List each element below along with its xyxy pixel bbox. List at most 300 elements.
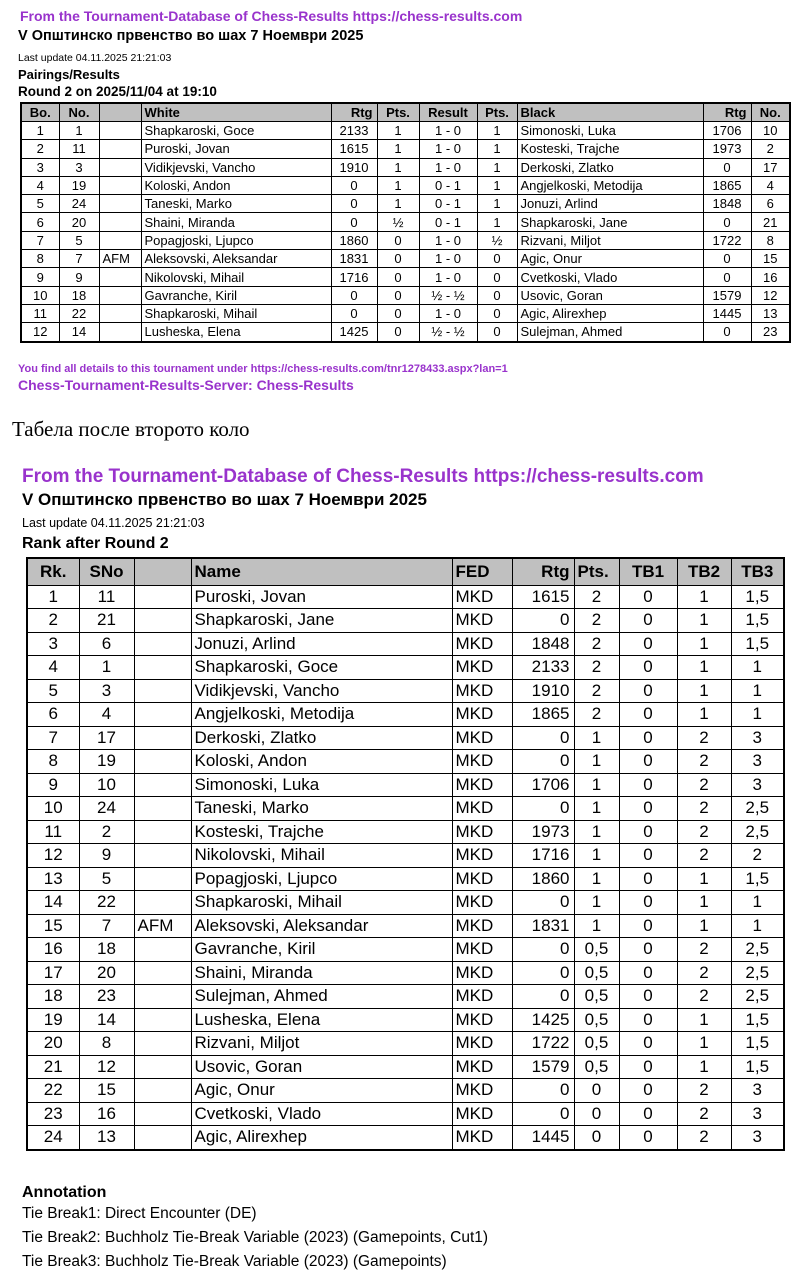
cell: 17 <box>79 726 134 750</box>
table-row <box>27 750 784 774</box>
cell: Aleksovski, Aleksandar <box>141 250 331 268</box>
cell: ½ - ½ <box>419 286 477 304</box>
cell: 8 <box>79 1032 134 1056</box>
table-row <box>27 985 784 1009</box>
cell: MKD <box>452 914 512 938</box>
cell: 2133 <box>331 122 377 140</box>
table-row <box>21 268 790 286</box>
cell: Angjelkoski, Metodija <box>517 176 703 194</box>
cell: 7 <box>21 231 59 249</box>
cell: MKD <box>452 703 512 727</box>
cell: 2 <box>677 844 731 868</box>
cell <box>99 140 141 158</box>
cell: Popagjoski, Ljupco <box>191 867 452 891</box>
cell: 0 <box>331 213 377 231</box>
cell <box>134 750 191 774</box>
cell <box>134 867 191 891</box>
cell: 5 <box>79 867 134 891</box>
cell: 1,5 <box>731 609 784 633</box>
cell: 0 <box>512 961 574 985</box>
annotation-heading: Annotation <box>22 1183 107 1201</box>
col-header-result: Result <box>419 103 477 122</box>
cell: MKD <box>452 632 512 656</box>
cell: AFM <box>99 250 141 268</box>
cell: 0 <box>619 867 677 891</box>
cell: 1848 <box>512 632 574 656</box>
cell: 16 <box>751 268 790 286</box>
cell: 1,5 <box>731 1055 784 1079</box>
cell: 18 <box>79 938 134 962</box>
cell <box>134 961 191 985</box>
cell: MKD <box>452 656 512 680</box>
source-link-line[interactable]: From the Tournament-Database of Chess-Results https://chess-results.com <box>20 8 523 24</box>
cell: Gavranche, Kiril <box>141 286 331 304</box>
cell: 0,5 <box>574 1008 619 1032</box>
cell: 1 <box>731 679 784 703</box>
cell <box>134 773 191 797</box>
cell: 1 <box>677 679 731 703</box>
cell: 0 <box>477 286 517 304</box>
cell: 2 <box>79 820 134 844</box>
cell: 7 <box>27 726 79 750</box>
source-link-line-2[interactable]: From the Tournament-Database of Chess-Results https://chess-results.com <box>22 465 704 487</box>
cell: 17 <box>751 158 790 176</box>
cell <box>134 679 191 703</box>
table-row <box>21 140 790 158</box>
cell: Usovic, Goran <box>191 1055 452 1079</box>
col-header-sno: SNo <box>79 558 134 586</box>
cell: 9 <box>79 844 134 868</box>
cell: 7 <box>59 250 99 268</box>
cell: 1579 <box>512 1055 574 1079</box>
cell <box>134 656 191 680</box>
cell: 16 <box>27 938 79 962</box>
cell <box>134 891 191 915</box>
cell: Nikolovski, Mihail <box>191 844 452 868</box>
cell: 2,5 <box>731 797 784 821</box>
cell: Shaini, Miranda <box>141 213 331 231</box>
cell <box>99 268 141 286</box>
cell: 5 <box>21 195 59 213</box>
cell: 0 <box>512 609 574 633</box>
cell: 23 <box>27 1102 79 1126</box>
cell: 1 <box>377 158 419 176</box>
cell: Cvetkoski, Vlado <box>517 268 703 286</box>
cell: 0 <box>703 213 751 231</box>
cell: 2 <box>574 656 619 680</box>
cell: 22 <box>79 891 134 915</box>
cell: 0,5 <box>574 985 619 1009</box>
cell: Vidikjevski, Vancho <box>191 679 452 703</box>
cell: 0 - 1 <box>419 213 477 231</box>
cell: 3 <box>79 679 134 703</box>
rank-heading: Rank after Round 2 <box>22 534 169 552</box>
cell <box>99 304 141 322</box>
cell: 1,5 <box>731 867 784 891</box>
table-row <box>27 1055 784 1079</box>
cell: 3 <box>731 1126 784 1150</box>
cell: 2,5 <box>731 820 784 844</box>
table-row <box>21 304 790 322</box>
cell: 0 <box>331 304 377 322</box>
cell: 11 <box>59 140 99 158</box>
cell: Gavranche, Kiril <box>191 938 452 962</box>
cell: 1831 <box>331 250 377 268</box>
cell: 18 <box>59 286 99 304</box>
cell <box>134 1008 191 1032</box>
cell: Cvetkoski, Vlado <box>191 1102 452 1126</box>
cell: 2 <box>677 726 731 750</box>
cell: Aleksovski, Aleksandar <box>191 914 452 938</box>
cell: 15 <box>79 1079 134 1103</box>
cell: 22 <box>27 1079 79 1103</box>
col-header-title-white <box>99 103 141 122</box>
header-row <box>27 558 784 586</box>
cell: 1 <box>79 656 134 680</box>
cell: Agic, Alirexhep <box>517 304 703 322</box>
cell: 1 - 0 <box>419 158 477 176</box>
cell: 3 <box>59 158 99 176</box>
table-row <box>27 773 784 797</box>
cell: 0 <box>377 231 419 249</box>
cell: 0 <box>512 891 574 915</box>
cell: Koloski, Andon <box>141 176 331 194</box>
cell: 0 <box>477 268 517 286</box>
cell <box>134 1079 191 1103</box>
cell: 0 <box>331 195 377 213</box>
cell: MKD <box>452 867 512 891</box>
cell: 5 <box>27 679 79 703</box>
cell: 1,5 <box>731 1032 784 1056</box>
cell <box>134 632 191 656</box>
table-row <box>27 726 784 750</box>
cell: 1865 <box>512 703 574 727</box>
cell: 0 <box>377 268 419 286</box>
cell: 0 <box>377 286 419 304</box>
cell: 17 <box>27 961 79 985</box>
cell <box>134 726 191 750</box>
cell: MKD <box>452 1102 512 1126</box>
cell: 2 <box>21 140 59 158</box>
cell: Taneski, Marko <box>141 195 331 213</box>
table-row <box>21 176 790 194</box>
cell: 0 <box>331 286 377 304</box>
cell: 9 <box>59 268 99 286</box>
cell: Simonoski, Luka <box>517 122 703 140</box>
cell: 1 <box>677 891 731 915</box>
cell <box>99 286 141 304</box>
cell: 1 <box>27 585 79 609</box>
cell: 1910 <box>512 679 574 703</box>
table-row <box>27 632 784 656</box>
cell: 1445 <box>703 304 751 322</box>
cell: 1,5 <box>731 585 784 609</box>
cell: 2133 <box>512 656 574 680</box>
cell: 10 <box>79 773 134 797</box>
cell: 0 <box>619 750 677 774</box>
col-header-no-black: No. <box>751 103 790 122</box>
cell: 1706 <box>512 773 574 797</box>
cell: Lusheska, Elena <box>141 323 331 342</box>
cell: 3 <box>21 158 59 176</box>
cell: 9 <box>27 773 79 797</box>
cell: 1 <box>574 914 619 938</box>
cell <box>134 609 191 633</box>
pairings-table <box>20 102 791 343</box>
last-update: Last update 04.11.2025 21:21:03 <box>18 52 172 64</box>
cell: 0 <box>512 726 574 750</box>
cell: MKD <box>452 1032 512 1056</box>
cell <box>134 703 191 727</box>
table-row <box>27 703 784 727</box>
cell: 0 <box>619 585 677 609</box>
cell: Puroski, Jovan <box>141 140 331 158</box>
table-row <box>27 1102 784 1126</box>
cell: 6 <box>21 213 59 231</box>
cell: 0,5 <box>574 1032 619 1056</box>
cell: 1716 <box>331 268 377 286</box>
cell: Jonuzi, Arlind <box>191 632 452 656</box>
cell: 1 <box>677 914 731 938</box>
cell: 0 <box>619 797 677 821</box>
cell: 18 <box>27 985 79 1009</box>
cell: MKD <box>452 773 512 797</box>
cell: Derkoski, Zlatko <box>191 726 452 750</box>
cell: 6 <box>27 703 79 727</box>
cell: 0 <box>619 844 677 868</box>
cell: 0 <box>619 679 677 703</box>
cell: 1425 <box>331 323 377 342</box>
cell: MKD <box>452 1126 512 1150</box>
cell: 1 <box>574 891 619 915</box>
cell: 0 <box>377 304 419 322</box>
cell <box>99 231 141 249</box>
cell: 0 <box>619 985 677 1009</box>
table-row <box>27 938 784 962</box>
table-row <box>27 585 784 609</box>
cell: 1 <box>731 891 784 915</box>
cell <box>134 1102 191 1126</box>
col-header-white: White <box>141 103 331 122</box>
cell: 13 <box>79 1126 134 1150</box>
cell <box>99 158 141 176</box>
cell: 0 <box>619 1055 677 1079</box>
cell: 15 <box>751 250 790 268</box>
cell: 4 <box>79 703 134 727</box>
tournament-details-link[interactable]: You find all details to this tournament under https://chess-results.com/tnr1278433.aspx?lan=1 <box>18 362 508 375</box>
cell <box>134 820 191 844</box>
cell: 0 <box>512 938 574 962</box>
col-header-black: Black <box>517 103 703 122</box>
cell: 0 <box>574 1079 619 1103</box>
cell: 24 <box>27 1126 79 1150</box>
cell: 11 <box>21 304 59 322</box>
cell: MKD <box>452 1079 512 1103</box>
cell: 0 <box>619 726 677 750</box>
cell: 1 <box>377 195 419 213</box>
cell: 10 <box>751 122 790 140</box>
cell: Rizvani, Miljot <box>191 1032 452 1056</box>
cell: 0 <box>619 961 677 985</box>
cell <box>99 323 141 342</box>
cell: 0 <box>619 1079 677 1103</box>
cell <box>134 797 191 821</box>
cell: 1 <box>574 844 619 868</box>
cell: 0 <box>331 176 377 194</box>
cell: Popagjoski, Ljupco <box>141 231 331 249</box>
col-header-pts-white: Pts. <box>377 103 419 122</box>
cell: 0 <box>619 1008 677 1032</box>
cell: 21 <box>79 609 134 633</box>
cell: 8 <box>751 231 790 249</box>
cell: 24 <box>59 195 99 213</box>
rank-table <box>26 557 785 1151</box>
header-row <box>21 103 790 122</box>
cell: 0 <box>512 797 574 821</box>
cell: 1425 <box>512 1008 574 1032</box>
cell <box>134 1055 191 1079</box>
cell: 0 <box>477 250 517 268</box>
cell: 1 <box>21 122 59 140</box>
cell: 1 - 0 <box>419 140 477 158</box>
cell: 21 <box>751 213 790 231</box>
cell: MKD <box>452 844 512 868</box>
cell: 1716 <box>512 844 574 868</box>
cell: 0 <box>619 656 677 680</box>
cell: 20 <box>27 1032 79 1056</box>
tiebreak1-line: Tie Break1: Direct Encounter (DE) <box>22 1204 257 1222</box>
cell: 1,5 <box>731 1008 784 1032</box>
cell: 2 <box>574 679 619 703</box>
cell: MKD <box>452 891 512 915</box>
table-row <box>27 609 784 633</box>
cell: 0 <box>512 985 574 1009</box>
cell: 1 - 0 <box>419 268 477 286</box>
cell: 1 <box>677 1008 731 1032</box>
cell: 19 <box>79 750 134 774</box>
cell: 22 <box>59 304 99 322</box>
cell: 12 <box>27 844 79 868</box>
last-update-2: Last update 04.11.2025 21:21:03 <box>22 515 205 530</box>
cell: 1 <box>731 703 784 727</box>
cell <box>134 585 191 609</box>
cell: 16 <box>79 1102 134 1126</box>
col-header-tb1: TB1 <box>619 558 677 586</box>
table-row <box>27 656 784 680</box>
cell: 2 <box>27 609 79 633</box>
cell: 14 <box>27 891 79 915</box>
cell: 1 <box>677 609 731 633</box>
cell: 1 <box>731 656 784 680</box>
cell: 1848 <box>703 195 751 213</box>
cell: 10 <box>27 797 79 821</box>
cell: 1 <box>477 195 517 213</box>
cell: 2 <box>574 632 619 656</box>
col-header-rtg-black: Rtg <box>703 103 751 122</box>
cell: 2 <box>677 938 731 962</box>
cell: 11 <box>79 585 134 609</box>
cell: 0 <box>619 773 677 797</box>
cell: 1 <box>677 632 731 656</box>
cell: 2 <box>677 1126 731 1150</box>
cell: 12 <box>79 1055 134 1079</box>
cell: Vidikjevski, Vancho <box>141 158 331 176</box>
cell: Lusheska, Elena <box>191 1008 452 1032</box>
cell: MKD <box>452 750 512 774</box>
cell: 23 <box>79 985 134 1009</box>
cell: 15 <box>27 914 79 938</box>
cell: 1722 <box>703 231 751 249</box>
cell: 1 <box>677 1055 731 1079</box>
cell: 2 <box>677 773 731 797</box>
cell: 1579 <box>703 286 751 304</box>
cell: 8 <box>27 750 79 774</box>
cell: 0 <box>703 250 751 268</box>
cell: ½ <box>377 213 419 231</box>
cell: MKD <box>452 679 512 703</box>
table-row <box>21 286 790 304</box>
cell: Taneski, Marko <box>191 797 452 821</box>
rank-section <box>0 466 798 1274</box>
cell: 3 <box>27 632 79 656</box>
cell: 1 <box>574 726 619 750</box>
cell: Kosteski, Trajche <box>517 140 703 158</box>
cell: Agic, Alirexhep <box>191 1126 452 1150</box>
cell: 1 <box>377 122 419 140</box>
tournament-title: V Општинско првенство во шах 7 Ноември 2025 <box>18 28 364 44</box>
cell: 0,5 <box>574 961 619 985</box>
cell: MKD <box>452 726 512 750</box>
cell: 7 <box>79 914 134 938</box>
cell: Derkoski, Zlatko <box>517 158 703 176</box>
round-heading: Round 2 on 2025/11/04 at 19:10 <box>18 84 217 99</box>
cell: Nikolovski, Mihail <box>141 268 331 286</box>
cell: 2,5 <box>731 961 784 985</box>
cell: Shapkaroski, Mihail <box>141 304 331 322</box>
cell: 2 <box>677 750 731 774</box>
cell: Shapkaroski, Mihail <box>191 891 452 915</box>
table-row <box>27 867 784 891</box>
cell: 13 <box>751 304 790 322</box>
cell: 20 <box>79 961 134 985</box>
cell: Kosteski, Trajche <box>191 820 452 844</box>
cell: 0 <box>703 323 751 342</box>
cell: 12 <box>751 286 790 304</box>
cell: 4 <box>751 176 790 194</box>
table-row <box>27 820 784 844</box>
cell: MKD <box>452 1008 512 1032</box>
cell: 0 <box>619 632 677 656</box>
cell: 5 <box>59 231 99 249</box>
cell: 0 <box>512 1102 574 1126</box>
cell: 1 <box>574 820 619 844</box>
table-row <box>27 1079 784 1103</box>
cell: 0 <box>574 1102 619 1126</box>
cell: 3 <box>731 750 784 774</box>
cell: 1 <box>677 703 731 727</box>
cell: MKD <box>452 585 512 609</box>
cell: 0 - 1 <box>419 176 477 194</box>
cell: 2,5 <box>731 985 784 1009</box>
cell: 1831 <box>512 914 574 938</box>
cell: 1 <box>377 140 419 158</box>
cell: 1 <box>677 656 731 680</box>
cell: Rizvani, Miljot <box>517 231 703 249</box>
table-row <box>27 961 784 985</box>
table-row <box>21 250 790 268</box>
cell: 0 <box>477 323 517 342</box>
cell: Sulejman, Ahmed <box>517 323 703 342</box>
